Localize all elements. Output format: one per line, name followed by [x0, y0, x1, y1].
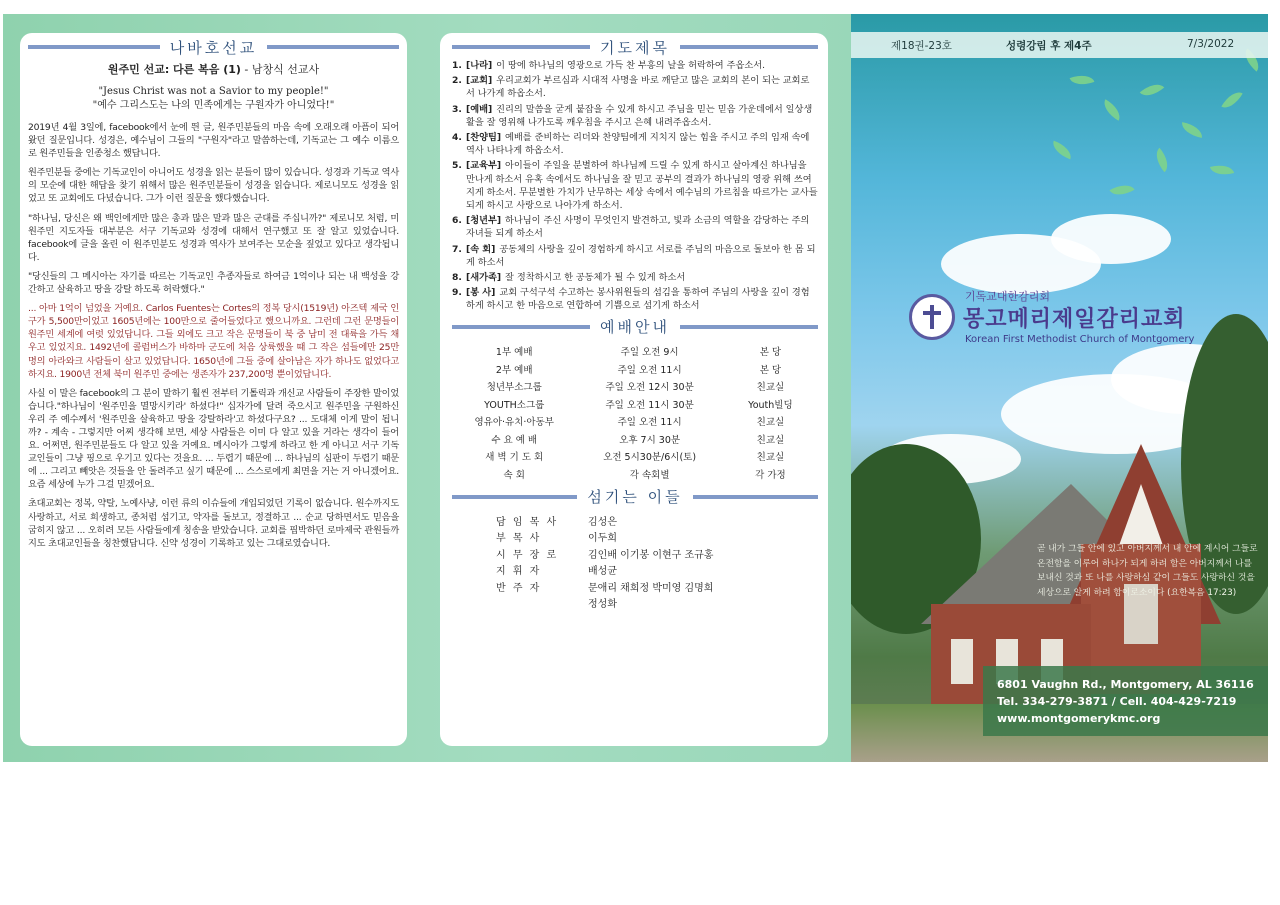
service-time: 주일 오전 9시: [620, 347, 679, 359]
cover-panel: [851, 14, 1268, 762]
prayer-item: [452, 271, 818, 284]
prayer-number: 6.: [452, 215, 462, 227]
bulletin-date: 7/3/2022: [1187, 38, 1235, 50]
prayer-tag: [찬양팀]: [466, 132, 502, 144]
service-place: Youth빌딩: [748, 399, 793, 411]
prayer-text: 예배를 준비하는 리더와 찬양팀에게 지치지 않는 힘을 주시고 주의 임재 속에 역사 나타나게 하옵소서.: [466, 132, 810, 157]
service-place: 친교실: [756, 382, 785, 394]
article-quote: [28, 85, 399, 113]
prayer-tag: [새가족]: [466, 272, 502, 284]
prayer-number: 1.: [452, 60, 462, 71]
prayer-item: [452, 59, 818, 72]
prayer-number: 8.: [452, 272, 462, 284]
server-role: 시 무 장 로: [496, 549, 559, 561]
servers-list: [496, 515, 818, 614]
worship-header: [452, 317, 818, 337]
quote-korean: "예수 그리스도는 나의 민족에게는 구원자가 아니었다!": [92, 100, 335, 111]
prayer-tag: [교육부]: [466, 160, 502, 172]
service-name: 수 요 예 배: [491, 434, 538, 446]
church-window: [951, 639, 973, 684]
article-paragraph: "하나님, 당신은 왜 백인에게만 많은 총과 많은 말과 많은 군대를 주십니까?" 제로니모 처럼, 미 원주민 지도자들 대부분은 서구 기독교와 성경에 대해서 연구했고 또 잘 알고 있었습니다. facebook에 글을 올린 이 원주민분도 성경과 역사가 보여주는 모순을 짚었고 있다고 생각됩니다.: [28, 212, 399, 263]
prayer-number: 4.: [452, 132, 462, 144]
server-row: [496, 564, 818, 581]
article-subtitle: [28, 61, 399, 77]
worship-title: 예배안내: [600, 318, 670, 337]
leaf-shape: [1109, 179, 1134, 200]
service-name: 1부 예배: [495, 347, 533, 359]
prayer-item: [452, 103, 818, 129]
article-paragraph: 사실 이 말은 facebook의 그 분이 말하기 훨씬 전부터 기톨릭과 개신교 사람들이 주장한 말이었습니다."하나님이 '원주민을 멸망시키라' 하셨다!" 십자가에 달려 죽으시고 원주민을 구원하신 우리 주 예수께서 '원주민을 살육하고 땅을 강탈하라'고 하셨다구요? ... 도대체 이게 말이 됩니까? - 계속 - 그렇지만 어찌 생각해 보면, 세상 사람들은 이미 다 알고 있을 거라는 생각이 들어요. 어쩌면, 원주민분들도 다 알고 있을 거예요. 메시아가 그렇게 하라고 한 게 아니고 서구 기독교인들이 그냥 핑으로 우기고 있다는 것을요. ... 두렵기 때문에 ... 하나님의 심판이 두렵기 때문에 ... 그리고 빼앗은 것들을 안 돌려주고 싶기 때문에 ... 스스로에게 최면을 거는 거 아니겠어요. 요즘 세상에 누가 그걸 믿겠어요.: [28, 387, 399, 491]
header-bar-right: [680, 45, 818, 49]
prayer-text: 잘 정착하시고 한 공동체가 될 수 있게 하소서: [505, 272, 686, 284]
church-address: 6801 Vaughn Rd., Montgomery, AL 36116: [997, 678, 1254, 691]
cloud-shape: [1051, 214, 1171, 264]
prayer-body: [466, 59, 765, 72]
church-name-english: Korean First Methodist Church of Montgomery: [965, 334, 1195, 345]
service-name: 청년부소그룹: [486, 382, 542, 394]
header-bar-right: [267, 45, 399, 49]
worship-row: [452, 448, 818, 466]
prayer-text: 이 땅에 하나님의 영광으로 가득 찬 부흥의 날을 허락하여 주옵소서.: [496, 60, 765, 71]
prayer-body: [466, 243, 818, 269]
mission-panel: [20, 33, 407, 746]
leaf-shape: [1150, 148, 1173, 173]
service-place: 본 당: [759, 364, 782, 376]
prayer-item: [452, 131, 818, 157]
server-row: [496, 597, 818, 614]
leaf-shape: [1099, 99, 1124, 120]
service-name: YOUTH소그룹: [484, 399, 545, 411]
prayer-body: [466, 286, 818, 312]
mission-header: [28, 37, 399, 57]
prayer-text: 공동체의 사랑을 깊이 경험하게 하시고 서로를 주님의 마음으로 돌보아 한 몸 되게 하소서: [466, 243, 816, 268]
prayer-item: [452, 214, 818, 240]
worship-row: [452, 360, 818, 378]
service-place: 친교실: [756, 434, 785, 446]
church-website[interactable]: www.montgomerykmc.org: [997, 712, 1161, 725]
mission-title: 나바호선교: [169, 38, 258, 57]
header-bar-left: [28, 45, 160, 49]
church-logo-icon: [909, 294, 955, 340]
prayer-item: [452, 74, 818, 100]
bulletin-sheet: [3, 14, 1268, 762]
prayer-body: [466, 103, 818, 129]
article-paragraph: 초대교회는 정복, 약탈, 노예사냥, 이런 류의 이슈들에 개입되었던 기록이 없습니다. 원수까지도 사랑하고, 서로 희생하고, 종처럼 섬기고, 약자를 돌보고, 정결하고 ... 순교 당하면서도 믿음을 굽히지 않고 ... 오히려 모든 사람들에게 칭송을 받았습니다. 교회를 핍박하던 로마제국 관원들까지도 초대교인들을 칭찬했답니다. 신약 성경이 기록하고 있는 그대로였습니다.: [28, 498, 399, 549]
service-place: 본 당: [759, 347, 782, 359]
prayer-title: 기도제목: [600, 38, 670, 57]
church-phone: Tel. 334-279-3871 / Cell. 404-429-7219: [997, 695, 1237, 708]
prayer-text: 우리교회가 부르심과 시대적 사명을 바로 깨닫고 많은 교회의 본이 되는 교회로 서 나가게 하옵소서.: [466, 75, 810, 100]
prayer-item: [452, 159, 818, 212]
header-bar-left: [452, 45, 590, 49]
leaf-shape: [1221, 87, 1242, 112]
prayer-text: 진리의 말씀을 굳게 붙잡을 수 있게 하시고 주님을 믿는 믿음 가운데에서 일상생활을 잘 영위해 나가도록 깨우침을 주시고 은혜 내려주옵소서.: [466, 103, 813, 128]
service-time: 주일 오전 12시 30분: [605, 382, 694, 394]
article-author: - 남창식 선교사: [240, 63, 320, 76]
scripture-verse: 곧 내가 그들 안에 있고 아버지께서 내 안에 계시어 그들로 온전함을 이루어 하나가 되게 하려 함은 아버지께서 나를 보내신 것과 또 나를 사랑하심 같이 그들도 사랑하신 것을 세상으로 알게 하려 함이로소이다 (요한복음 17:23): [1037, 544, 1258, 598]
worship-row: [452, 465, 818, 483]
prayer-number: 5.: [452, 160, 462, 172]
liturgical-week: 성령강림 후 제4주: [1006, 40, 1092, 52]
prayer-tag: [예배]: [466, 103, 493, 115]
header-bar-right: [680, 325, 818, 329]
server-row: [496, 531, 818, 548]
prayer-text: 교회 구석구석 수고하는 봉사위원들의 섬김을 통하여 주님의 사랑을 깊이 경험하게 하시고 한 마음으로 연합하여 기쁨으로 섬기게 하소서: [466, 287, 810, 312]
prayer-body: [466, 271, 685, 284]
server-names: 김인배 이기봉 이현구 조규홍: [588, 549, 714, 561]
prayer-body: [466, 214, 818, 240]
service-name: 새 벽 기 도 회: [485, 452, 544, 464]
service-time: 각 속회별: [629, 469, 670, 481]
prayer-text: 하나님이 주신 사명이 무엇인지 발견하고, 빛과 소금의 역할을 감당하는 주의 자녀들 되게 하소서: [466, 215, 810, 240]
denomination-name: 기독교대한감리회: [965, 290, 1051, 303]
header-bar-left: [452, 495, 577, 499]
worship-table: [452, 343, 818, 483]
cross-icon: [921, 305, 943, 329]
prayer-body: [466, 74, 818, 100]
prayer-text: 아이들이 주일을 분별하여 하나님께 드릴 수 있게 하시고 살아계신 하나님을 만나게 하소서 유혹 속에서도 하나님을 잘 믿고 공부의 결과가 하나님의 영광 위해 쓰여지게 하소서. 무분별한 가치가 난무하는 세상 속에서 예수님의 가르침을 따르가는 교사들 되게 하시고 사랑으로 나아가게 하소서.: [466, 160, 818, 212]
article-paragraph: 원주민분들 중에는 기독교인이 아니어도 성경을 읽는 분들이 많이 있습니다. 성경과 기독교 역사의 모순에 대한 해답을 찾기 위해서 많은 원주민분들이 성경을 읽습니다. 제로니모도 성경을 읽었고 또 교회에도 다녔습니다. 그가 이런 질문을 했다했습니다.: [28, 167, 399, 205]
server-names: 김성은: [588, 516, 617, 528]
worship-row: [452, 378, 818, 396]
server-role: [496, 597, 588, 614]
article-paragraph-highlight: ... 아마 1억이 넘었을 거예요. Carlos Fuentes는 Cortes의 정복 당시(1519년) 아즈텍 제국 인구가 5,500만이었고 1605년에는 100만으로 줄어들었다고 했으니까요. 그런데 그런 문명들이 원주민 세계에 여럿 있었답니다. 그들 외에도 크고 작은 문명들이 북 중 남미 전 대륙을 가득 채우고 있었지요. 1492년에 콜럼버스가 바하마 군도에 처음 상륙했을 때 그 작은 섬들에만 25만 명의 아라와크 사람들이 살고 있었답니다. 1650년에 그들 중에 살아남은 자가 하나도 없었다고 하지요. 1900년 전체 북미 원주민 중에는 생존자가 237,200명 뿐이었답니다.: [28, 303, 399, 380]
prayer-number: 9.: [452, 287, 462, 299]
header-bar-right: [693, 495, 818, 499]
service-name: 2부 예배: [495, 364, 533, 376]
prayer-body: [466, 159, 818, 212]
prayer-tag: [봉 사]: [466, 287, 496, 299]
prayer-tag: [청년부]: [466, 215, 502, 227]
service-name: 속 회: [503, 469, 525, 481]
service-place: 친교실: [756, 417, 785, 429]
server-role: 지 휘 자: [496, 566, 542, 578]
prayer-number: 2.: [452, 75, 462, 87]
server-names: 정성화: [588, 599, 617, 611]
service-time: 주일 오전 11시: [617, 417, 682, 429]
prayer-tag: [속 회]: [466, 243, 496, 255]
service-time: 주일 오전 11시 30분: [605, 399, 694, 411]
server-row: [496, 548, 818, 565]
prayer-tag: [교회]: [466, 75, 493, 87]
issue-number: 제18권-23호: [891, 40, 952, 52]
prayer-body: [466, 131, 818, 157]
service-place: 각 가정: [755, 469, 786, 481]
leaf-shape: [1050, 141, 1075, 160]
service-time: 주일 오전 11시: [617, 364, 682, 376]
service-place: 친교실: [756, 452, 785, 464]
leaf-shape: [1210, 161, 1234, 178]
service-time: 오전 5시30분/6시(토): [603, 452, 697, 464]
leaf-shape: [1140, 78, 1165, 101]
worship-row: [452, 413, 818, 431]
article-paragraph: 2019년 4월 3일에, facebook에서 눈에 띈 글, 원주민분들의 마음 속에 오래오래 아픔이 되어왔던 질문입니다. 성경은, 예수님이 그들의 "구원자"라고 말씀하는데, 기독교는 그 예수 이름으로 원주민들을 인종청소 했답니다.: [28, 122, 399, 160]
service-name: 영유아·유치·아동부: [474, 417, 554, 429]
servers-title: 섬기는 이들: [587, 488, 683, 507]
worship-row: [452, 430, 818, 448]
prayer-number: 3.: [452, 103, 462, 115]
prayer-header: [452, 37, 818, 57]
server-row: [496, 515, 818, 532]
prayer-list: [452, 59, 818, 313]
service-time: 오후 7시 30분: [619, 434, 681, 446]
server-row: [496, 581, 818, 598]
header-bar-left: [452, 325, 590, 329]
contact-info: [997, 676, 1254, 727]
worship-row: [452, 343, 818, 361]
article-paragraph: "당신들의 그 메시아는 자기를 따르는 기독교인 추종자들로 하여금 1억이나 되는 내 백성을 강간하고 살육하고 땅을 강탈 하도록 허락했다.": [28, 270, 399, 296]
quote-english: "Jesus Christ was not a Savior to my people!": [98, 86, 329, 97]
cover-header-bar: [851, 32, 1268, 58]
prayer-number: 7.: [452, 243, 462, 255]
article-title: 원주민 선교: 다른 복음 (1): [107, 63, 241, 76]
prayer-tag: [나라]: [466, 60, 493, 71]
leaf-shape: [1070, 71, 1095, 90]
server-role: 부 목 사: [496, 533, 542, 545]
worship-row: [452, 395, 818, 413]
leaf-shape: [1180, 122, 1204, 138]
server-role: 반 주 자: [496, 582, 542, 594]
prayer-item: [452, 243, 818, 269]
server-role: 담 임 목 사: [496, 516, 559, 528]
prayer-item: [452, 286, 818, 312]
server-names: 문애리 채희정 박미영 김명희: [588, 582, 714, 594]
server-names: 이두희: [588, 533, 617, 545]
info-panel: [440, 33, 828, 746]
church-name: 몽고메리제일감리교회: [963, 307, 1186, 332]
servers-header: [452, 487, 818, 507]
server-names: 배성균: [588, 566, 617, 578]
